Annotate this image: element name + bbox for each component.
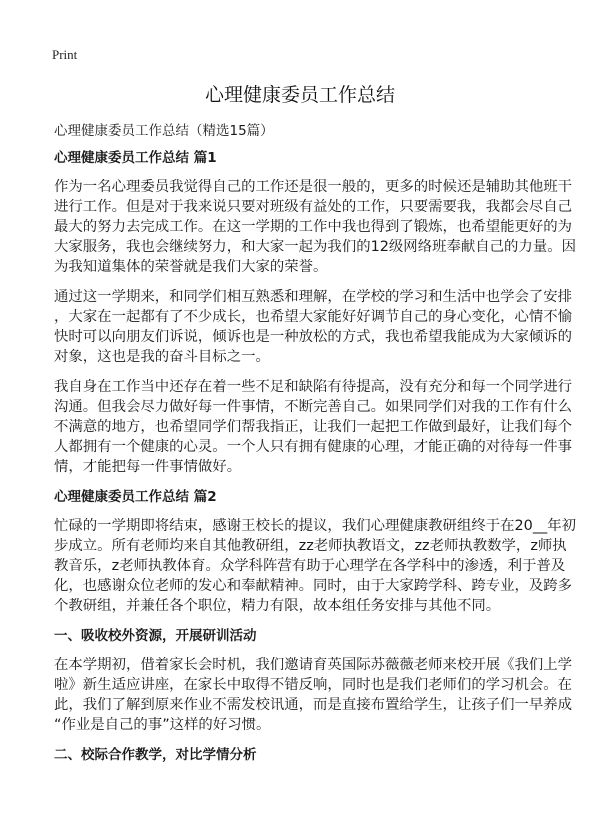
paragraph-line: 对象，这也是我的奋斗目标之一。 (54, 349, 270, 365)
paragraph-line: 快时可以向朋友们诉说，倾诉也是一种放松的方式，我也希望我能成为大家倾诉的 (54, 329, 573, 345)
paragraph-line: 个教研组，并兼任各个职位，精力有限，故本组任务安排与其他不同。 (54, 598, 501, 614)
paragraph-line: 进行工作。但是对于我来说只要对班级有益处的工作，只要需要我，我都会尽自己 (54, 199, 573, 215)
paragraph-line: 作为一名心理委员我觉得自己的工作还是很一般的，更多的时候还是辅助其他班干 (54, 179, 573, 195)
section-heading: 心理健康委员工作总结 篇1 (54, 150, 217, 166)
paragraph-line: 沟通。但我会尽力做好每一件事情，不断完善自己。如果同学们对我的工作有什么 (54, 399, 573, 415)
section-heading: 一、吸收校外资源，开展研训活动 (54, 628, 257, 644)
paragraph-line: “作业是自己的事”这样的好习惯。 (54, 717, 271, 733)
paragraph (54, 287, 574, 367)
paragraph-line: 忙碌的一学期即将结束，感谢王校长的提议，我们心理健康教研组终于在20__年初 (54, 518, 576, 534)
paragraph (54, 377, 574, 477)
print-link[interactable]: Print (52, 47, 78, 62)
paragraph-line: 通过这一学期来，和同学们相互熟悉和理解，在学校的学习和生活中也学会了安排 (54, 289, 573, 305)
paragraph-line: 为我知道集体的荣誉就是我们大家的荣誉。 (54, 259, 328, 275)
paragraph-line: 啦》新生适应讲座，在家长中取得不错反响，同时也是我们老师们的学习机会。在 (54, 677, 573, 693)
section-heading: 心理健康委员工作总结 篇2 (54, 489, 217, 505)
paragraph-line: ，大家在一起都有了不少成长，也希望大家能好好调节自己的身心变化，心情不愉 (54, 309, 573, 325)
paragraph-line: 最大的努力去完成工作。在这一学期的工作中我也得到了锻炼，也希望能更好的为 (54, 219, 573, 235)
paragraph (54, 655, 574, 735)
paragraph-line: 化，也感谢众位老师的发心和奉献精神。同时，由于大家跨学科、跨专业，及跨多 (54, 578, 573, 594)
paragraph (54, 516, 574, 616)
paragraph-line: 在本学期初，借着家长会时机，我们邀请育英国际苏薇薇老师来校开展《我们上学 (54, 657, 573, 673)
paragraph-line: 人都拥有一个健康的心灵。一个人只有拥有健康的心理，才能正确的对待每一件事 (54, 439, 573, 455)
document-body (54, 148, 574, 774)
page-title: 心理健康委员工作总结 (204, 84, 395, 106)
paragraph (54, 177, 574, 277)
section-heading: 二、校际合作教学，对比学情分析 (54, 747, 257, 763)
paragraph-line: 此，我们了解到原来作业不需发校讯通，而是直接布置给学生，让孩子们一早养成 (54, 697, 573, 713)
paragraph-line: 情，才能把每一件事情做好。 (54, 459, 242, 475)
paragraph-line: 我自身在工作当中还存在着一些不足和缺陷有待提高，没有充分和每一个同学进行 (54, 379, 573, 395)
paragraph-line: 教音乐，z老师执教体育。众学科阵营有助于心理学在各学科中的渗透，利于普及 (54, 558, 566, 574)
paragraph-line: 大家服务，我也会继续努力，和大家一起为我们的12级网络班奉献自己的力量。因 (54, 239, 576, 255)
paragraph-line: 步成立。所有老师均来自其他教研组，zz老师执教语文，zz老师执教数学，z师执 (54, 538, 567, 554)
document-subtitle: 心理健康委员工作总结（精选15篇） (54, 123, 274, 139)
paragraph-line: 不满意的地方，也希望同学们帮我指正，让我们一起把工作做到最好，让我们每个 (54, 419, 573, 435)
